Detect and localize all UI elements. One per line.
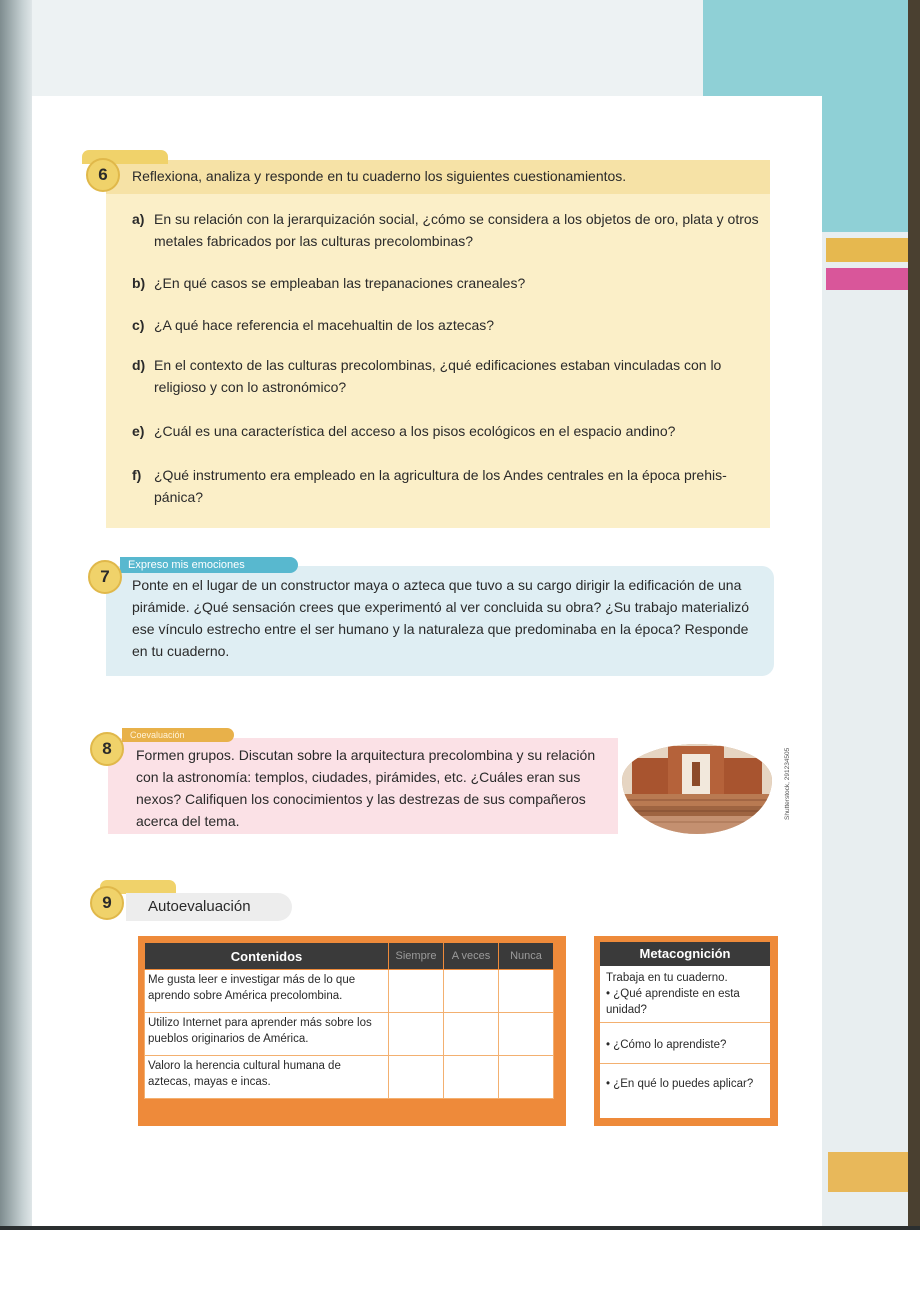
self-evaluation-table-frame	[138, 936, 566, 1126]
answer-cell[interactable]	[389, 1056, 444, 1099]
metacognition-entry	[600, 1023, 770, 1064]
table-cell-content: Utilizo Internet para aprender más sobre los pueblos originarios de América.	[145, 1013, 389, 1056]
pink-side-tab	[826, 268, 920, 290]
question-e	[132, 420, 762, 442]
metacognition-entry	[600, 1064, 770, 1096]
yellow-side-tab	[826, 238, 920, 262]
question-text: ¿Qué instrumento era empleado en la agricultura de los Andes centrales en la época prehis-pánica?	[154, 467, 727, 505]
table-row	[145, 970, 554, 1013]
question-letter: b)	[132, 275, 146, 291]
question-d	[132, 354, 762, 398]
answer-cell[interactable]	[444, 970, 499, 1013]
metacognition-entry	[600, 966, 770, 1023]
activity-7-tag: Expreso mis emociones	[120, 557, 298, 573]
page-number-tab	[828, 1152, 908, 1192]
self-evaluation-table	[144, 942, 554, 1099]
question-text: ¿A qué hace referencia el macehualtin de los aztecas?	[154, 317, 495, 333]
activity-8-text: Formen grupos. Discutan sobre la arquitectura precolombina y su relación con la astronomía: templos, ciudades, pirámides, etc. ¿Cuáles eran sus nexos? Califiquen los conocimientos y las destrezas de sus compañeros acerca del tema.	[136, 747, 596, 829]
question-letter: c)	[132, 317, 145, 333]
answer-cell[interactable]	[444, 1056, 499, 1099]
table-cell-content: Me gusta leer e investigar más de lo que aprendo sobre América precolombina.	[145, 970, 389, 1013]
question-f	[132, 464, 762, 508]
answer-cell[interactable]	[499, 1056, 554, 1099]
question-letter: e)	[132, 423, 145, 439]
activity-7-number: 7	[88, 560, 122, 594]
table-row	[145, 1013, 554, 1056]
photo-credit-text: Shutterstock, 291234505	[784, 747, 791, 820]
question-letter: f)	[132, 467, 142, 483]
question-text: En el contexto de las culturas precolombinas, ¿qué edificaciones estaban vinculadas con lo religioso y con lo astronómico?	[154, 357, 722, 395]
metacognition-question: • ¿Cómo lo aprendiste?	[606, 1039, 727, 1051]
question-text: ¿En qué casos se empleaban las trepanaciones craneales?	[154, 275, 526, 291]
question-c	[132, 314, 762, 336]
table-header-row	[145, 943, 554, 970]
page-edge	[908, 0, 920, 1230]
table-cell-content: Valoro la herencia cultural humana de aztecas, mayas e incas.	[145, 1056, 389, 1099]
photo-credit	[780, 742, 792, 822]
question-text: ¿Cuál es una característica del acceso a los pisos ecológicos en el espacio andino?	[154, 423, 676, 439]
metacognition-question: • ¿Qué aprendiste en esta unidad?	[606, 988, 740, 1016]
question-letter: d)	[132, 357, 146, 373]
activity-6-intro: Reflexiona, analiza y responde en tu cuaderno los siguientes cuestionamientos.	[132, 168, 627, 184]
page-bottom-edge	[0, 1226, 920, 1230]
metacognition-frame	[594, 936, 778, 1126]
column-header-a-veces: A veces	[444, 943, 499, 970]
book-gutter	[0, 0, 32, 1230]
activity-6-number: 6	[86, 158, 120, 192]
metacognition-question: • ¿En qué lo puedes aplicar?	[606, 1078, 754, 1090]
column-header-contenidos: Contenidos	[145, 943, 389, 970]
table-row	[145, 1056, 554, 1099]
answer-cell[interactable]	[499, 970, 554, 1013]
activity-8-number: 8	[90, 732, 124, 766]
answer-cell[interactable]	[389, 1013, 444, 1056]
column-header-nunca: Nunca	[499, 943, 554, 970]
metacognition-title: Metacognición	[600, 942, 770, 966]
activity-7-text: Ponte en el lugar de un constructor maya o azteca que tuvo a su cargo dirigir la edificación de una pirámide. ¿Qué sensación crees que experimentó al ver concluida su obra? ¿Su trabajo materializó ese vínculo estrecho entre el ser humano y la naturaleza que predominaba en la época? Responde en tu cuaderno.	[132, 577, 750, 659]
answer-cell[interactable]	[499, 1013, 554, 1056]
question-letter: a)	[132, 211, 145, 227]
answer-cell[interactable]	[389, 970, 444, 1013]
answer-cell[interactable]	[444, 1013, 499, 1056]
question-a	[132, 208, 762, 252]
question-b	[132, 272, 762, 294]
metacognition-box	[600, 942, 770, 1118]
activity-9-number: 9	[90, 886, 124, 920]
question-text: En su relación con la jerarquización social, ¿cómo se considera a los objetos de oro, plata y otros metales fabricados por las culturas precolombinas?	[154, 211, 759, 249]
metacognition-intro: Trabaja en tu cuaderno.	[606, 972, 728, 984]
column-header-siempre: Siempre	[389, 943, 444, 970]
top-margin	[32, 0, 712, 96]
activity-8-tag: Coevaluación	[122, 728, 234, 742]
activity-9-title: Autoevaluación	[126, 893, 292, 921]
